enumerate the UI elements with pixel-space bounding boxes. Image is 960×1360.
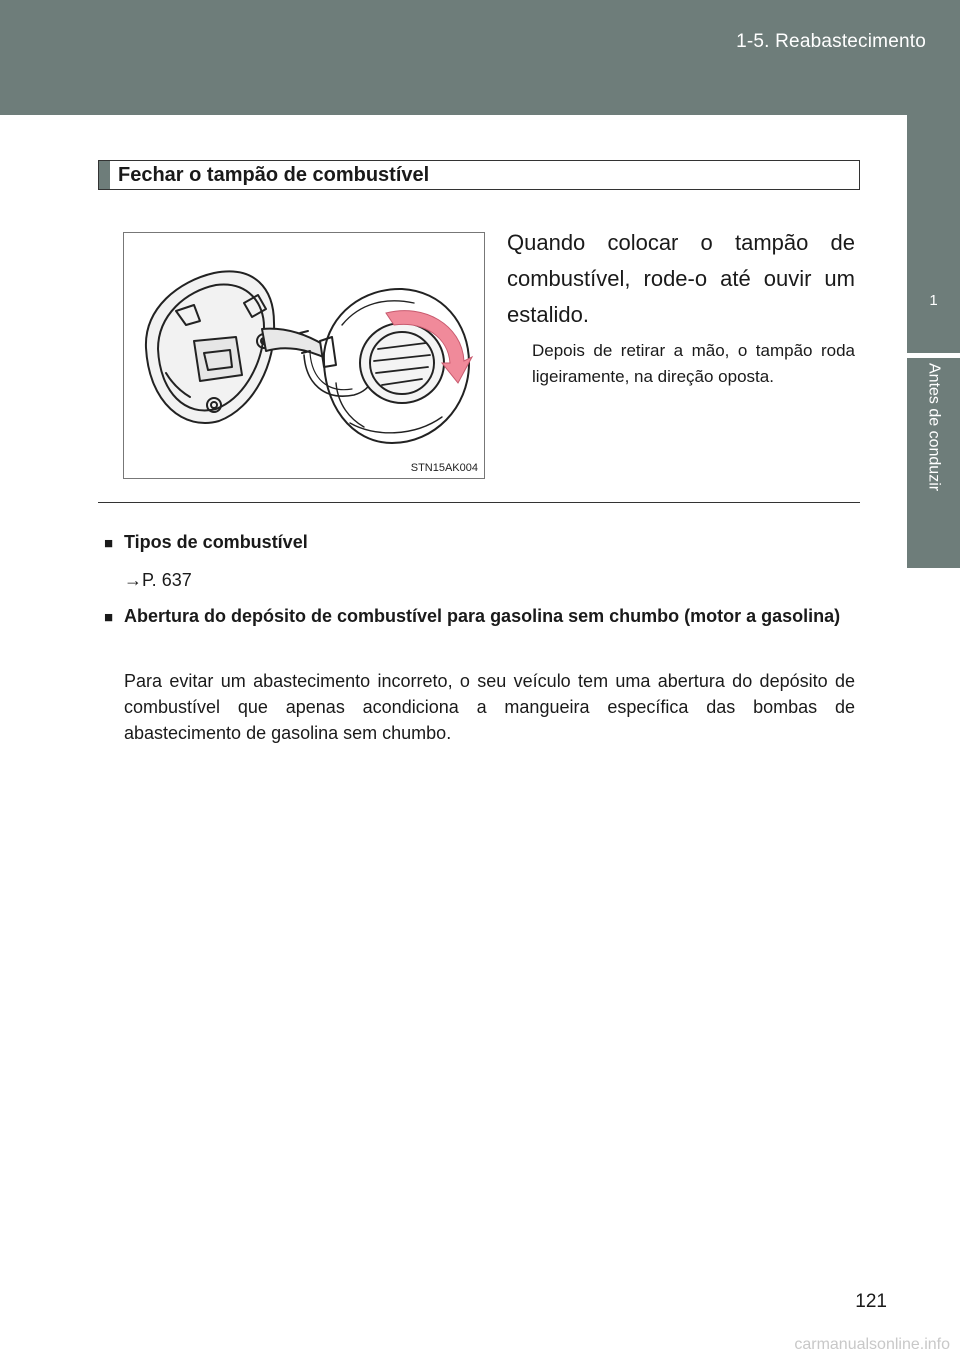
fuel-cap-drawing	[124, 233, 484, 478]
info-heading-text: Tipos de combustível	[124, 532, 308, 552]
fuel-cap-illustration	[123, 232, 485, 479]
header-section-title: 1-5. Reabastecimento	[736, 31, 926, 52]
info-heading-text: Abertura do depósito de combustível para gasolina sem chumbo (motor a gasolina)	[124, 606, 841, 626]
section-heading-box	[98, 160, 860, 190]
section-divider	[98, 502, 860, 503]
filler-opening-description: Para evitar um abastecimento incorreto, o seu veículo tem uma abertura do depósito de combustível que apenas acondiciona a mangueira específica das bombas de abastecimento de gasolina sem chumbo.	[124, 671, 855, 743]
info-heading-filler-opening	[104, 603, 856, 631]
fuel-types-page-link[interactable]: →P. 637	[124, 570, 192, 590]
section-accent	[99, 161, 110, 189]
square-bullet-icon: ■	[104, 535, 114, 552]
square-bullet-icon: ■	[104, 609, 114, 626]
chapter-number: 1	[929, 292, 938, 309]
instruction-note: Depois de retirar a mão, o tampão roda ligeiramente, na direção oposta.	[532, 341, 855, 386]
header-bar	[0, 0, 960, 115]
section-title: Fechar o tampão de combustível	[118, 164, 430, 186]
page-number: 121	[855, 1291, 887, 1312]
main-instruction: Quando colocar o tampão de combustível, rode-o até ouvir um estalido.	[507, 230, 855, 327]
watermark: carmanualsonline.info	[794, 1336, 950, 1353]
fuel-cap	[360, 323, 444, 403]
chapter-name: Antes de conduzir	[925, 363, 943, 492]
figure-code: STN15AK004	[410, 462, 478, 474]
side-tab-top	[907, 115, 960, 353]
info-heading-fuel-types	[104, 529, 856, 557]
